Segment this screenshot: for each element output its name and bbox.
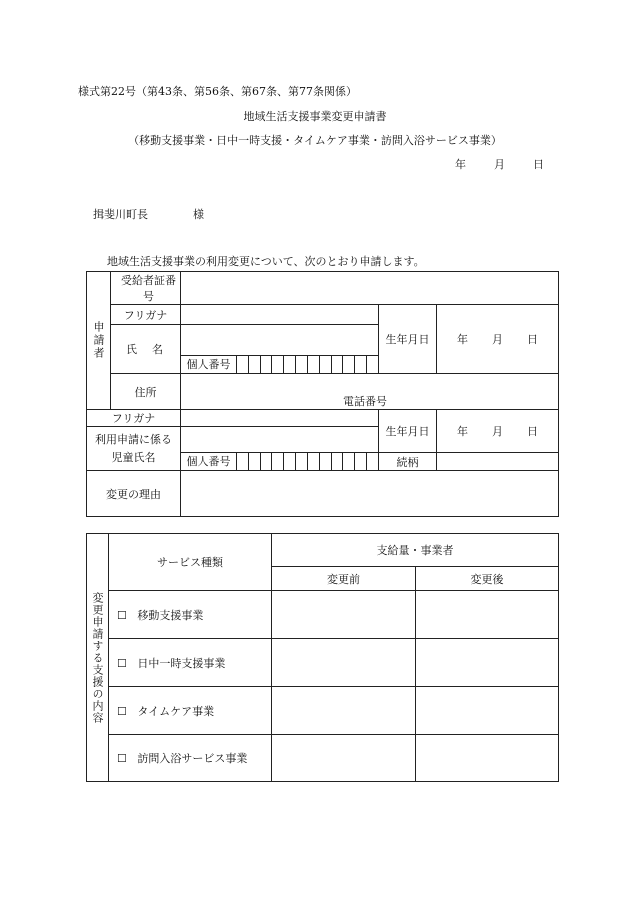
applicant-birth-day: 日 [527,333,538,346]
child-furigana-label: フリガナ [87,410,181,427]
service-row-4[interactable] [109,735,272,782]
after-field[interactable] [416,639,559,687]
child-personal-number-row [181,453,379,471]
date-month: 月 [494,158,505,171]
child-birthdate-label: 生年月日 [379,410,437,453]
child-birthdate-field[interactable] [437,410,559,453]
applicant-furigana-field[interactable] [181,305,379,325]
after-label: 変更後 [416,567,559,591]
before-field[interactable] [272,639,416,687]
service-row-3[interactable] [109,687,272,735]
applicant-address-label: 住所 [111,374,181,410]
services-section-label: 変更申請する支援の内容 [87,534,109,782]
applicant-birth-year: 年 [457,333,468,346]
date-year: 年 [455,158,466,171]
date-day: 日 [533,158,544,171]
checkbox[interactable]: ☐ [117,608,127,622]
child-name-field[interactable] [181,427,379,453]
child-name-label: 利用申請に係る児童氏名 [87,427,181,471]
after-field[interactable] [416,591,559,639]
reason-label: 変更の理由 [87,471,181,517]
intro-text: 地域生活支援事業の利用変更について、次のとおり申請します。 [107,255,425,268]
child-furigana-field[interactable] [181,410,379,427]
service-label: 日中一時支援事業 [137,656,226,670]
before-field[interactable] [272,687,416,735]
applicant-section-label: 申請者 [87,272,111,410]
checkbox[interactable]: ☐ [117,656,127,670]
checkbox[interactable]: ☐ [117,752,127,765]
form-title: 地域生活支援事業変更申請書 [243,110,387,123]
applicant-table [86,271,559,517]
child-birth-day: 日 [527,425,538,438]
applicant-birthdate-field[interactable] [437,305,559,374]
reason-field[interactable] [181,471,559,517]
after-field[interactable] [416,735,559,782]
relationship-label: 続柄 [379,453,437,471]
before-field[interactable] [272,735,416,782]
before-label: 変更前 [272,567,416,591]
after-field[interactable] [416,687,559,735]
before-field[interactable] [272,591,416,639]
supply-label: 支給量・事業者 [272,534,559,567]
form-number: 様式第22号（第43条、第56条、第67条、第77条関係） [78,85,357,98]
service-type-label: サービス種類 [109,534,272,591]
phone-label: 電話番号 [343,395,387,408]
applicant-address-field[interactable] [181,374,559,410]
addressee: 揖斐川町長 [93,208,148,221]
service-label: タイムケア事業 [137,704,215,718]
applicant-personal-number-label: 個人番号 [181,356,237,373]
service-row-2[interactable] [109,639,272,687]
applicant-birthdate-label: 生年月日 [379,305,437,374]
checkbox[interactable]: ☐ [117,704,127,718]
applicant-name-label: 氏 名 [111,325,181,374]
recipient-number-field[interactable] [181,272,559,305]
applicant-birth-month: 月 [492,333,503,346]
services-table [86,533,559,782]
relationship-field[interactable] [437,453,559,471]
service-label: 移動支援事業 [137,608,204,622]
service-label: 訪問入浴サービス事業 [137,752,248,765]
child-personal-number-boxes[interactable] [237,453,378,470]
child-birth-year: 年 [457,425,468,438]
applicant-furigana-label: フリガナ [111,305,181,325]
applicant-personal-number-boxes[interactable] [237,356,378,373]
service-row-1[interactable] [109,591,272,639]
form-subtitle: （移動支援事業・日中一時支援・タイムケア事業・訪問入浴サービス事業） [128,134,502,147]
child-personal-number-label: 個人番号 [181,453,237,470]
recipient-number-label: 受給者証番号 [111,272,181,305]
honorific: 様 [193,208,204,221]
applicant-name-field[interactable] [181,325,379,374]
child-birth-month: 月 [492,425,503,438]
